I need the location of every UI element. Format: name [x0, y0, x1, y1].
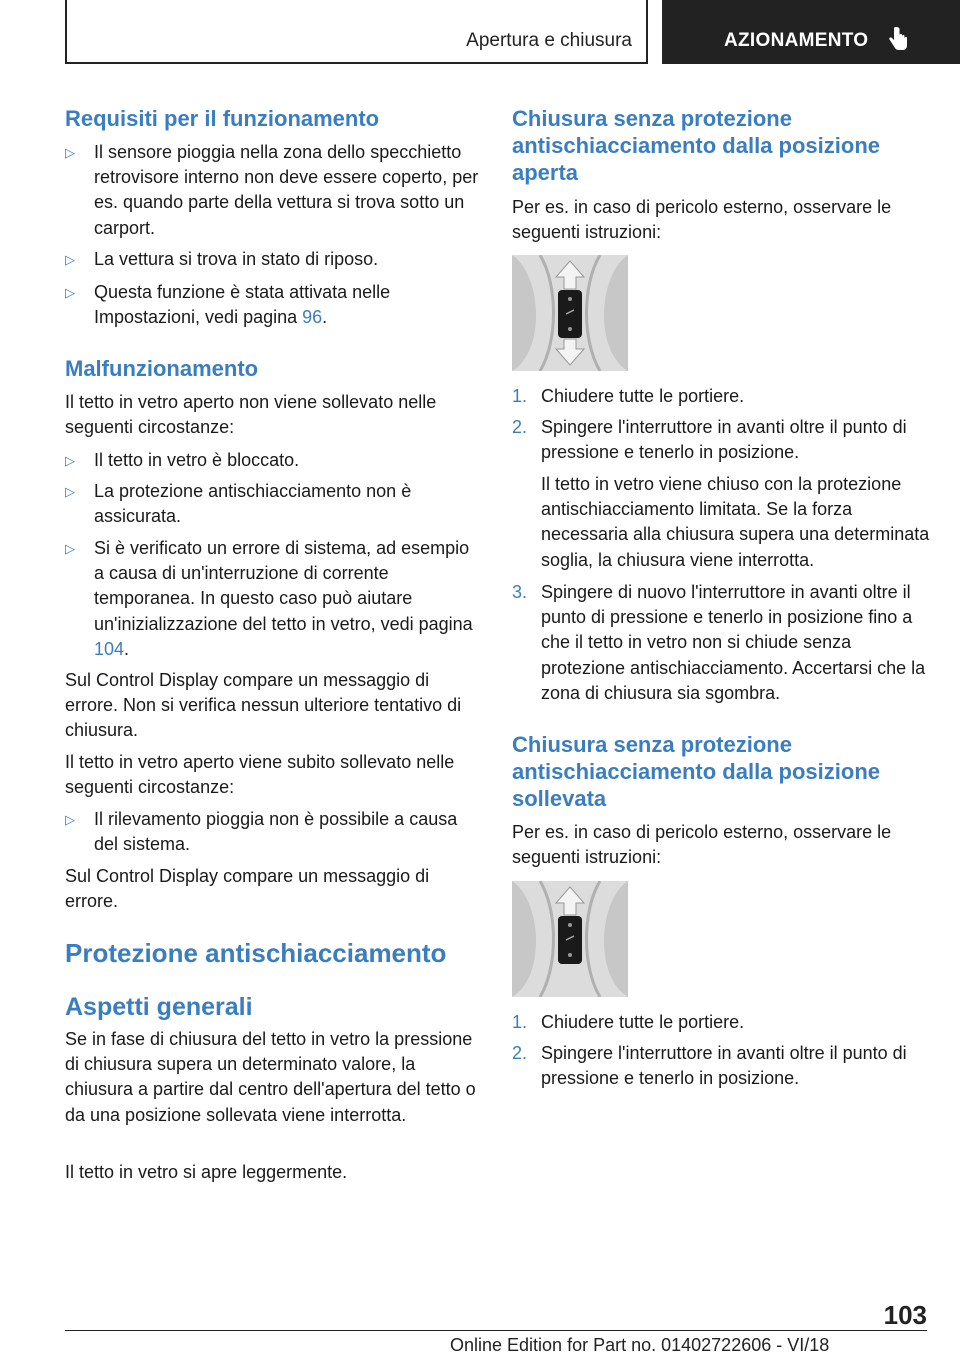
list-item-text: Il rilevamento pioggia non è possibile a causa del sistema. [94, 809, 458, 855]
anti-trap-heading: Protezione antischiacciamento [65, 938, 447, 968]
roof-switch-image [512, 881, 628, 997]
step-text: Spingere l'interruttore in avanti oltre il punto di pressione e tenerlo in posizione. [541, 1043, 907, 1089]
footer-divider [65, 1330, 927, 1331]
close-raised-intro: Per es. in caso di pericolo esterno, osservare le seguenti istruzioni: [512, 822, 892, 868]
header-section [65, 0, 648, 64]
page-link[interactable]: 104 [94, 638, 125, 659]
malfunction-intro: Il tetto in vetro aperto non viene sollevato nelle seguenti circostanze: [65, 392, 437, 438]
triangle-bullet-icon: ▷ [65, 145, 75, 160]
header-chapter [662, 0, 960, 64]
header-chapter-title: AZIONAMENTO [724, 30, 869, 51]
list-item-text: La protezione antischiacciamento non è assicurata. [94, 481, 412, 527]
step-text: Spingere di nuovo l'interruttore in avanti oltre il punto di pressione e tenerlo in posizione fino a che il tetto in vetro non si chiude senza protezione antischiacciamento. Accertarsi che la zona di chiusura sia sgombra. [541, 582, 926, 703]
step-text: Il tetto in vetro viene chiuso con la protezione antischiacciamento limitata. Se la forza necessaria alla chiusura supera una determinata soglia, la chiusura viene interrotta. [541, 474, 930, 570]
triangle-bullet-icon: ▷ [65, 541, 75, 556]
malfunction-paragraph: Sul Control Display compare un messaggio di errore. Non si verifica nessun ulteriore tentativo di chiusura. [65, 670, 462, 741]
list-item-text: Il tetto in vetro è bloccato. [94, 450, 300, 470]
list-item-text: Si è verificato un errore di sistema, ad esempio a causa di un'interruzione di corrente temporanea. In questo caso può aiutare un'inizializzazione del tetto in vetro, vedi pagina 104. [94, 538, 473, 659]
malfunction-paragraph: Sul Control Display compare un messaggio di errore. [65, 866, 430, 912]
triangle-bullet-icon: ▷ [65, 484, 75, 499]
close-open-intro: Per es. in caso di pericolo esterno, osservare le seguenti istruzioni: [512, 197, 892, 243]
list-item-text: La vettura si trova in stato di riposo. [94, 249, 379, 269]
triangle-bullet-icon: ▷ [65, 812, 75, 827]
triangle-bullet-icon: ▷ [65, 285, 75, 300]
step-text: Spingere l'interruttore in avanti oltre il punto di pressione e tenerlo in posizione. [541, 417, 907, 463]
page-link[interactable]: 96 [302, 307, 323, 328]
general-aspects-paragraph: Se in fase di chiusura del tetto in vetro la pressione di chiusura supera un determinato valore, la chiusura a partire dal centro dell'apertura del tetto o da una posizione sollevata viene interrotta. [65, 1029, 476, 1125]
malfunction-heading: Malfunzionamento [65, 356, 259, 381]
step-number: 3. [512, 582, 528, 602]
close-open-heading: Chiusura senza protezione antischiacciamento dalla posizione aperta [512, 106, 880, 185]
malfunction-paragraph: Il tetto in vetro aperto viene subito sollevato nelle seguenti circostanze: [65, 752, 455, 798]
roof-switch-image [512, 255, 628, 371]
step-text: Chiudere tutte le portiere. [541, 386, 745, 406]
triangle-bullet-icon: ▷ [65, 252, 75, 267]
step-number: 1. [512, 1012, 528, 1032]
edition-text: Online Edition for Part no. 01402722606 - VI/18 [450, 1335, 830, 1355]
close-raised-heading: Chiusura senza protezione antischiacciamento dalla posizione sollevata [512, 732, 880, 811]
hand-pointer-icon [887, 26, 909, 52]
requirements-heading: Requisiti per il funzionamento [65, 106, 380, 131]
list-item-text: Il sensore pioggia nella zona dello specchietto retrovisore interno non deve essere coperto, per es. quando parte della vettura si trova sotto un carport. [94, 142, 479, 238]
page-number: 103 [883, 1300, 927, 1330]
step-text: Chiudere tutte le portiere. [541, 1012, 745, 1032]
list-item-text: Questa funzione è stata attivata nelle Impostazioni, vedi pagina 96. [94, 282, 391, 328]
step-number: 1. [512, 386, 528, 406]
general-aspects-heading: Aspetti generali [65, 993, 253, 1021]
step-number: 2. [512, 417, 528, 437]
step-number: 2. [512, 1043, 528, 1063]
header-section-title: Apertura e chiusura [466, 30, 632, 51]
general-aspects-paragraph: Il tetto in vetro si apre leggermente. [65, 1162, 348, 1182]
triangle-bullet-icon: ▷ [65, 453, 75, 468]
